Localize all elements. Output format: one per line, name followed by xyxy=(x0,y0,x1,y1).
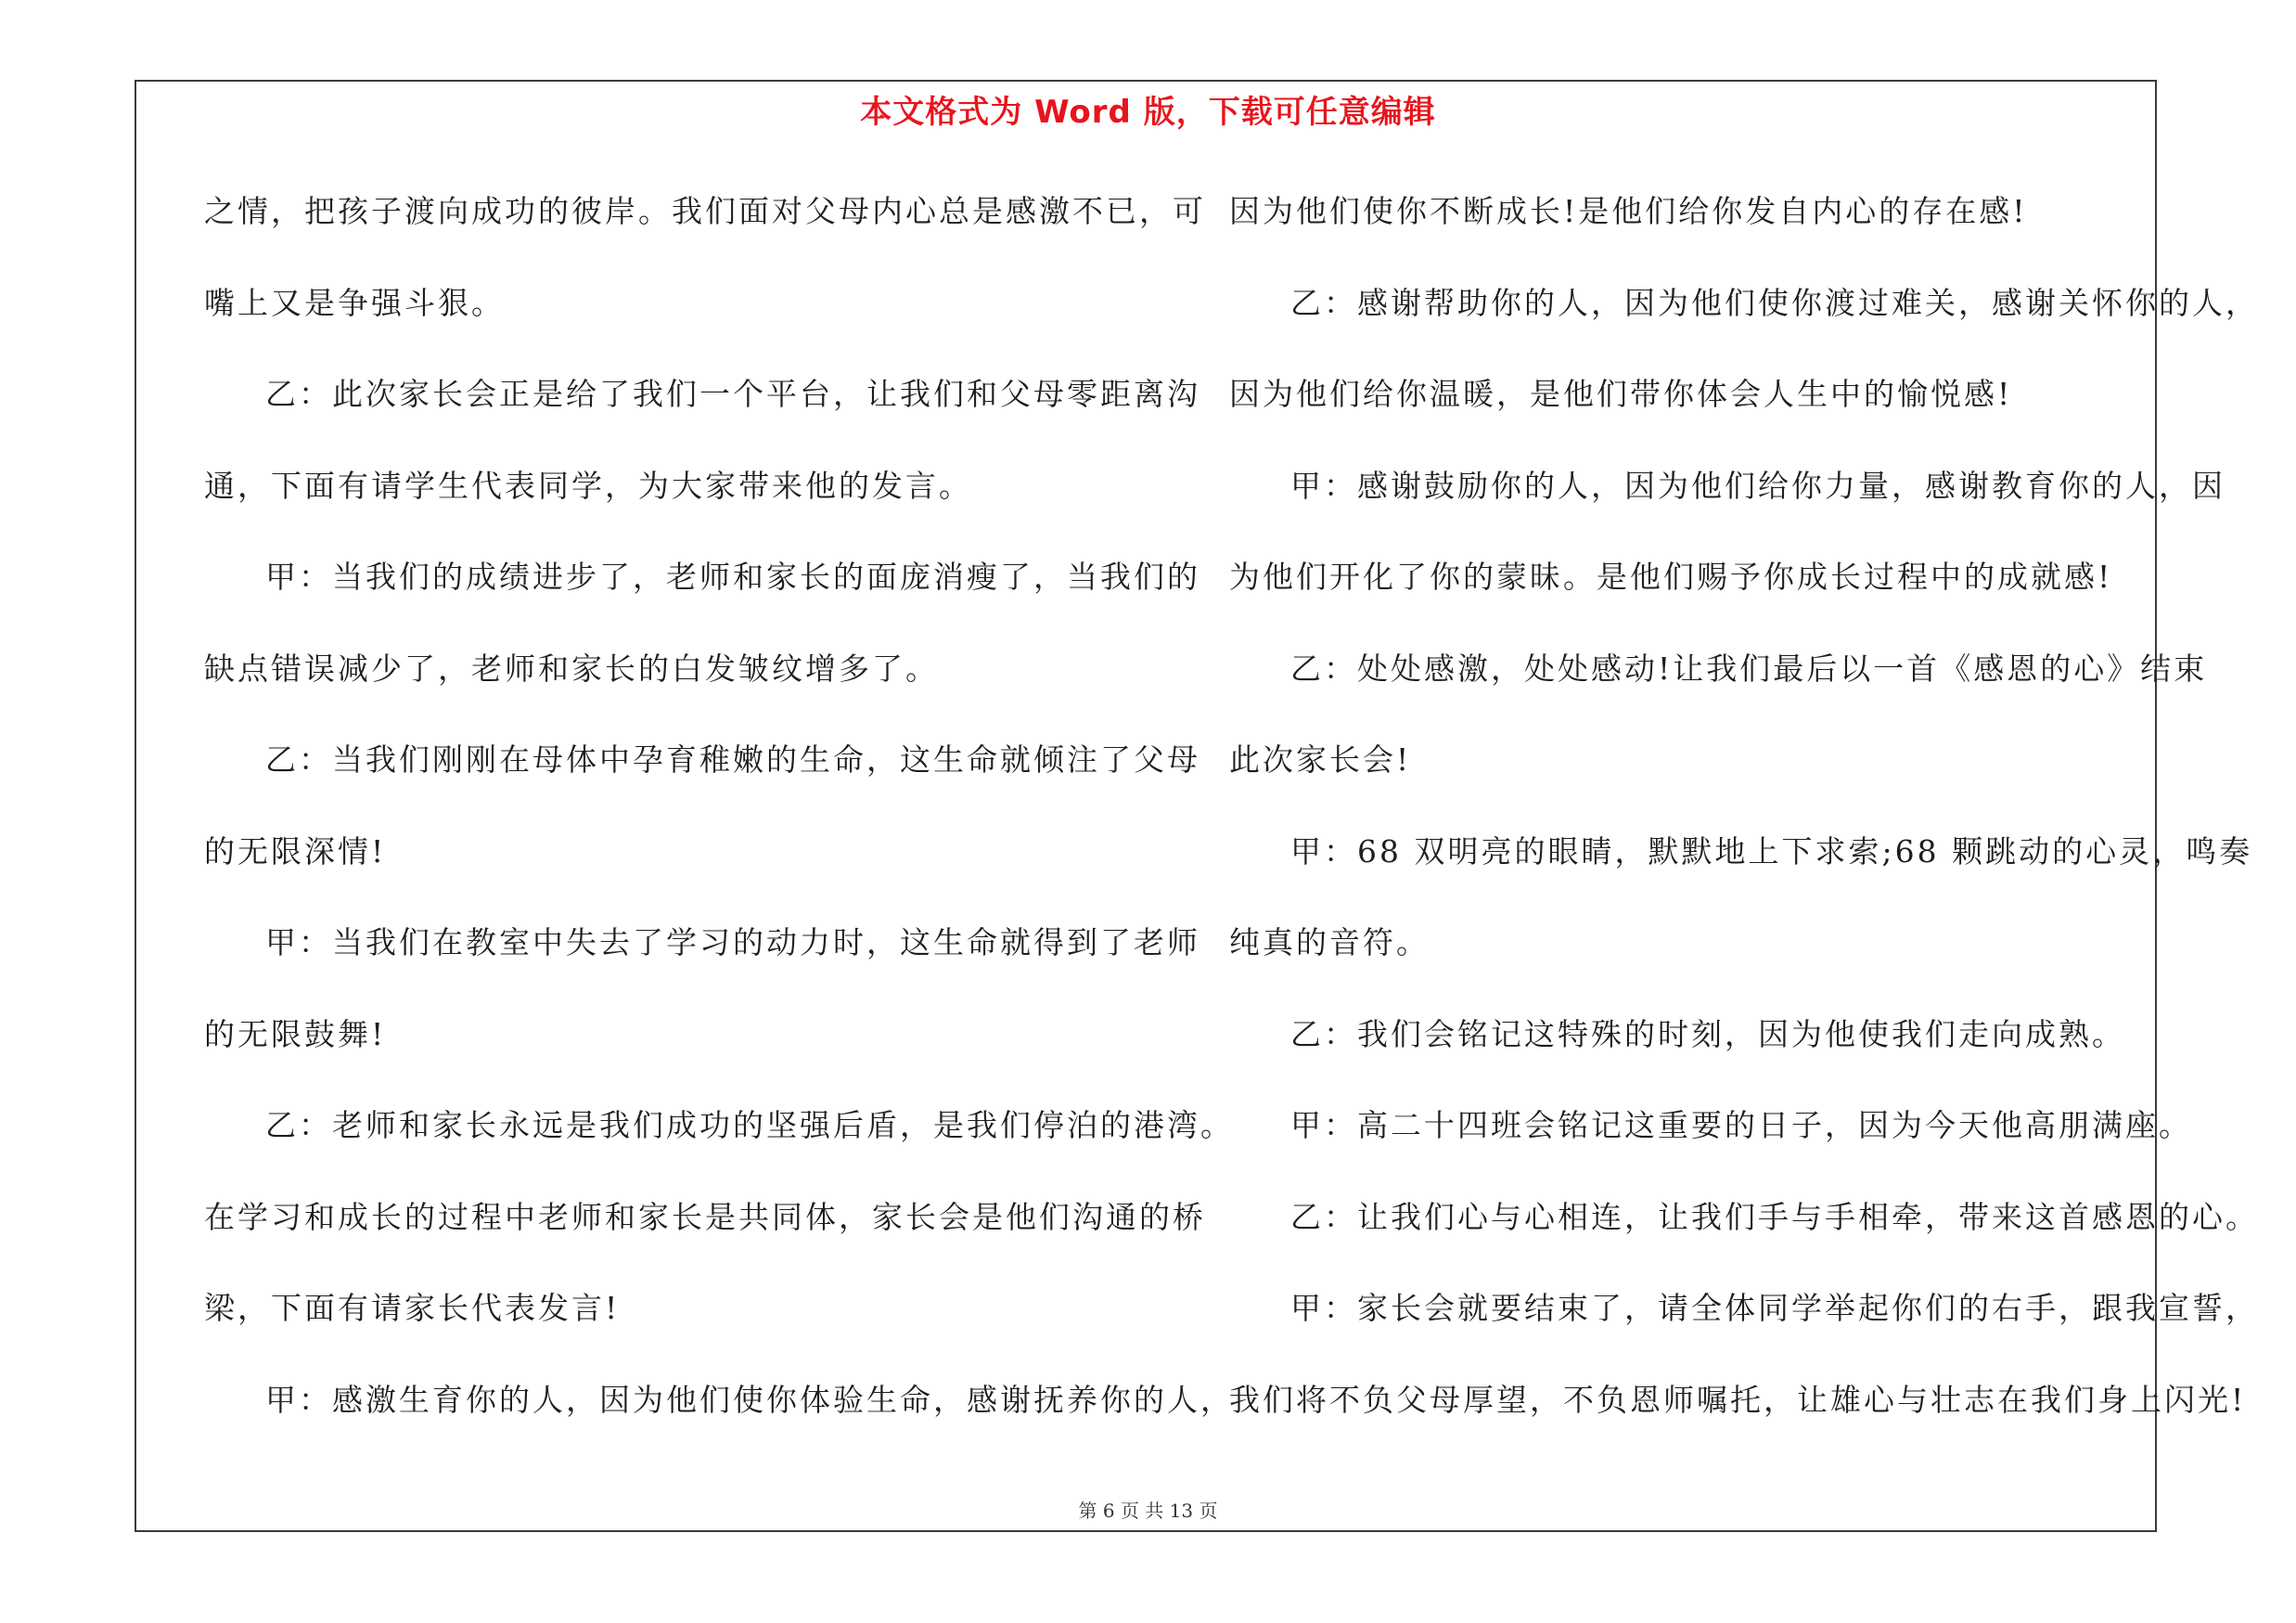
text-line: 的无限鼓舞! xyxy=(204,1015,387,1052)
page-footer: 第 6 页 共 13 页 xyxy=(1078,1500,1218,1522)
text-line: 梁，下面有请家长代表发言! xyxy=(204,1290,621,1326)
text-line: 甲：高二十四班会铭记这重要的日子，因为今天他高朋满座。 xyxy=(1290,1107,2192,1143)
text-line: 的无限深情! xyxy=(204,832,387,869)
text-line: 甲：感谢鼓励你的人，因为他们给你力量，感谢教育你的人，因 xyxy=(1290,467,2225,504)
text-line: 因为他们给你温暖，是他们带你体会人生中的愉悦感! xyxy=(1229,376,2013,412)
text-line: 甲：家长会就要结束了，请全体同学举起你们的右手，跟我宣誓， xyxy=(1290,1290,2259,1326)
text-line: 乙：我们会铭记这特殊的时刻，因为他使我们走向成熟。 xyxy=(1290,1015,2125,1052)
text-line: 乙：感谢帮助你的人，因为他们使你渡过难关，感谢关怀你的人， xyxy=(1290,284,2259,321)
page-banner: 本文格式为 Word 版，下载可任意编辑 xyxy=(860,94,1436,131)
text-line: 乙：处处感激，处处感动!让我们最后以一首《感恩的心》结束 xyxy=(1290,650,2208,687)
text-line: 纯真的音符。 xyxy=(1229,924,1430,960)
text-line: 乙：此次家长会正是给了我们一个平台，让我们和父母零距离沟 xyxy=(265,376,1200,412)
text-line: 乙：当我们刚刚在母体中孕育稚嫩的生命，这生命就倾注了父母 xyxy=(265,741,1200,778)
text-line: 因为他们使你不断成长!是他们给你发自内心的存在感! xyxy=(1229,193,2028,229)
text-line: 甲：当我们在教室中失去了学习的动力时，这生命就得到了老师 xyxy=(265,924,1200,960)
text-line: 为他们开化了你的蒙昧。是他们赐予你成长过程中的成就感! xyxy=(1229,559,2113,595)
text-line: 甲：感激生育你的人，因为他们使你体验生命，感谢抚养你的人， xyxy=(265,1381,1234,1418)
text-line: 我们将不负父母厚望，不负恩师嘱托，让雄心与壮志在我们身上闪光! xyxy=(1229,1381,2247,1418)
text-line: 甲：当我们的成绩进步了，老师和家长的面庞消瘦了，当我们的 xyxy=(265,559,1200,595)
text-line: 乙：让我们心与心相连，让我们手与手相牵，带来这首感恩的心。 xyxy=(1290,1198,2259,1235)
text-line: 缺点错误减少了，老师和家长的白发皱纹增多了。 xyxy=(204,650,939,687)
text-line: 此次家长会! xyxy=(1229,741,1412,778)
text-line: 在学习和成长的过程中老师和家长是共同体，家长会是他们沟通的桥 xyxy=(204,1198,1206,1235)
text-line: 甲：68 双明亮的眼睛，默默地上下求索;68 颗跳动的心灵，鸣奏 xyxy=(1290,832,2253,869)
text-line: 乙：老师和家长永远是我们成功的坚强后盾，是我们停泊的港湾。 xyxy=(265,1107,1234,1143)
text-line: 嘴上又是争强斗狠。 xyxy=(204,284,505,321)
right-column xyxy=(1229,184,2259,1463)
left-column xyxy=(204,184,1234,1463)
text-line: 之情，把孩子渡向成功的彼岸。我们面对父母内心总是感激不已，可 xyxy=(204,193,1206,229)
text-line: 通，下面有请学生代表同学，为大家带来他的发言。 xyxy=(204,467,972,504)
